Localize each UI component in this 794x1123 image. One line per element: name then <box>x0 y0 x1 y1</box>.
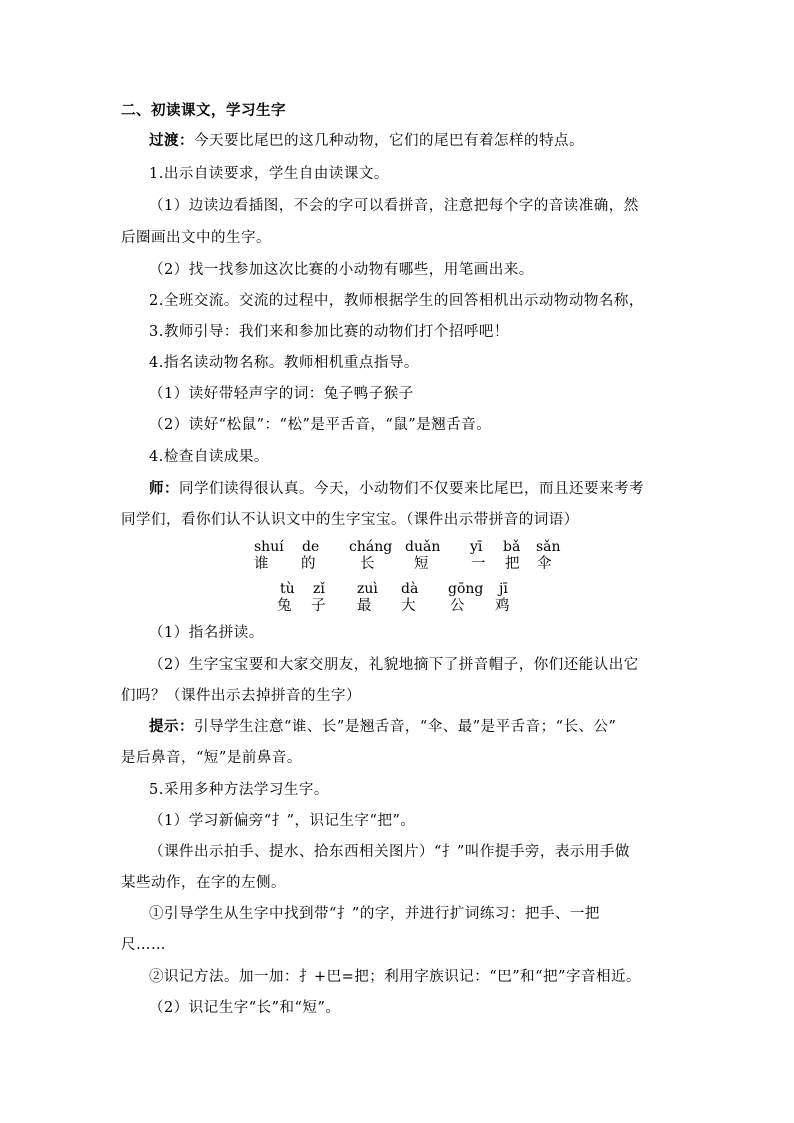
hanzi-char: 的 <box>301 556 316 572</box>
pinyin-word: dà <box>401 581 419 597</box>
circle-1-line-a: ①引导学生从生字中找到带“扌”的字，并进行扩词练习：把手、一把 <box>149 906 600 922</box>
step-3: 3.教师引导：我们来和参加比赛的动物们打个招呼吧！ <box>149 324 509 340</box>
step-4b: 4.检查自读成果。 <box>149 449 269 465</box>
pinyin-word: zuì <box>357 581 378 597</box>
sub-step-2-line-a: （2）生字宝宝要和大家交朋友，礼貌地摘下了拼音帽子，你们还能认出它 <box>149 657 639 673</box>
hanzi-char: 子 <box>311 598 326 614</box>
step-4: 4.指名读动物名称。教师相机重点指导。 <box>149 355 419 371</box>
step-4-2: （2）读好“松鼠”：“松”是平舌音，“鼠”是翘舌音。 <box>149 417 492 433</box>
hanzi-char: 把 <box>505 556 520 572</box>
pinyin-word: bǎ <box>503 539 521 555</box>
pinyin-word: sǎn <box>536 539 561 555</box>
step-1: 1.出示自读要求，学生自由读课文。 <box>149 166 389 182</box>
pinyin-word: tù <box>280 581 295 597</box>
hanzi-char: 大 <box>401 598 416 614</box>
pinyin-word: zǐ <box>313 581 325 597</box>
hanzi-char: 鸡 <box>495 598 510 614</box>
step-4-1: （1）读好带轻声字的词：兔子鸭子猴子 <box>149 386 414 402</box>
hanzi-char: 兔 <box>277 598 292 614</box>
step-5-1-line-a: （课件出示拍手、提水、拾东西相关图片）“扌”叫作提手旁，表示用手做 <box>149 844 630 860</box>
hanzi-char: 伞 <box>537 556 552 572</box>
hanzi-char: 一 <box>471 556 486 572</box>
tip-label: 提示： <box>149 718 194 735</box>
transition-paragraph <box>149 131 584 151</box>
step-2: 2.全班交流。交流的过程中，教师根据学生的回答相机出示动物动物名称， <box>149 293 644 309</box>
pinyin-word: shuí <box>254 539 284 555</box>
pinyin-row-2 <box>0 581 794 597</box>
transition-label: 过渡： <box>149 132 194 149</box>
hanzi-row-2 <box>0 598 794 614</box>
hanzi-char: 短 <box>414 556 429 572</box>
teacher-text-a: 同学们读得很认真。今天，小动物们不仅要来比尾巴，而且还要来考考 <box>179 481 644 497</box>
tip-text-a: 引导学生注意“谁、长”是翘舌音，“伞、最”是平舌音；“长、公” <box>194 719 617 735</box>
step-5-2: （2）识记生字“长”和“短”。 <box>149 1000 341 1016</box>
section-heading: 二、初读课文，学习生字 <box>121 102 286 119</box>
step-1-2: （2）找一找参加这次比赛的小动物有哪些，用笔画出来。 <box>149 262 534 278</box>
teacher-label: 师： <box>149 480 179 497</box>
pinyin-word: de <box>302 539 320 555</box>
teacher-line-b: 同学们，看你们认不认识文中的生字宝宝。（课件出示带拼音的词语） <box>121 512 579 528</box>
tip-line-a <box>149 717 616 737</box>
pinyin-word: jī <box>499 581 508 597</box>
step-1-1-line-a: （1）边读边看插图，不会的字可以看拼音，注意把每个字的音读准确，然 <box>149 198 639 214</box>
circle-2: ②识记方法。加一加：扌+巴=把；利用字族识记：“巴”和“把”字音相近。 <box>149 969 641 985</box>
pinyin-row-1 <box>0 539 794 555</box>
hanzi-char: 谁 <box>254 556 269 572</box>
circle-1-line-b: 尺…… <box>121 937 166 953</box>
pinyin-word: gōng <box>448 581 484 597</box>
hanzi-row-1 <box>0 556 794 572</box>
hanzi-char: 最 <box>357 598 372 614</box>
hanzi-char: 公 <box>450 598 465 614</box>
step-5: 5.采用多种方法学习生字。 <box>149 782 329 798</box>
pinyin-word: duǎn <box>405 539 441 555</box>
teacher-line-a <box>149 479 644 499</box>
transition-text: 今天要比尾巴的这几种动物，它们的尾巴有着怎样的特点。 <box>194 133 584 149</box>
step-1-1-line-b: 后圈画出文中的生字。 <box>121 230 271 246</box>
pinyin-word: yī <box>470 539 483 555</box>
sub-step-2-line-b: 们吗？（课件出示去掉拼音的生字） <box>121 688 361 704</box>
hanzi-char: 长 <box>360 556 375 572</box>
sub-step-1: （1）指名拼读。 <box>149 625 264 641</box>
tip-line-b: 是后鼻音，“短”是前鼻音。 <box>121 750 302 766</box>
step-5-1-line-b: 某些动作，在字的左侧。 <box>121 875 286 891</box>
pinyin-word: cháng <box>349 539 393 555</box>
step-5-1: （1）学习新偏旁“扌”，识记生字“把”。 <box>149 813 416 829</box>
